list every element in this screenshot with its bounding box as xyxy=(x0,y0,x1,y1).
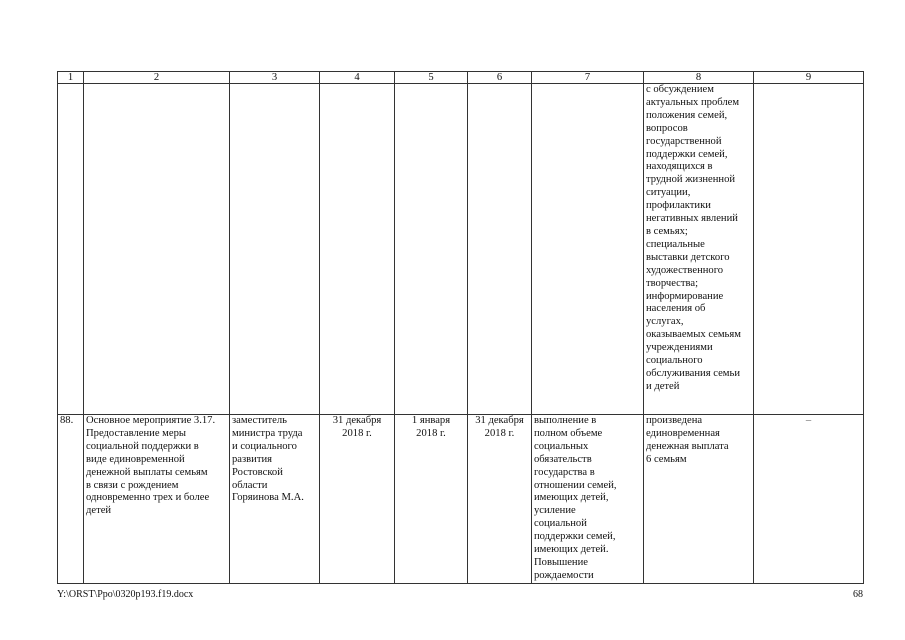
continued-cell-3 xyxy=(230,84,320,415)
end-date: 31 декабря 2018 г. xyxy=(468,415,532,584)
actual-result: произведена единовременная денежная выплата 6 семьям xyxy=(644,415,754,584)
activity-name: Основное мероприятие 3.17. Предоставление меры социальной поддержки в виде единовременной денежной выплаты семьям в связи с рождением одновременно трех и более детей xyxy=(84,415,230,584)
header-cell-6: 6 xyxy=(468,72,532,84)
activities-table xyxy=(57,71,864,584)
notes-dash: – xyxy=(754,415,864,584)
header-cell-7: 7 xyxy=(532,72,644,84)
continued-cell-9 xyxy=(754,84,864,415)
start-date: 1 января 2018 г. xyxy=(395,415,468,584)
continued-cell-7 xyxy=(532,84,644,415)
continued-cell-5 xyxy=(395,84,468,415)
header-cell-2: 2 xyxy=(84,72,230,84)
continued-cell-2 xyxy=(84,84,230,415)
responsible-person: заместитель министра труда и социального развития Ростовской области Горяинова М.А. xyxy=(230,415,320,584)
footer-file-path: Y:\ORST\Ppo\0320p193.f19.docx xyxy=(57,589,194,600)
continued-cell-1 xyxy=(58,84,84,415)
continued-row xyxy=(58,84,864,415)
continued-cell-6 xyxy=(468,84,532,415)
continued-actual-result: с обсуждением актуальных проблем положения семей, вопросов государственной поддержки семей, находящихся в трудной жизненной ситуации, профилактики негативных явлений в семьях; специальные выставки детского художественного творчества; информирование населения об услугах, оказываемых семьям учреждениями социального обслуживания семьи и детей xyxy=(644,84,754,415)
header-row xyxy=(58,72,864,84)
row-number: 88. xyxy=(58,415,84,584)
plan-date: 31 декабря 2018 г. xyxy=(320,415,395,584)
header-cell-1: 1 xyxy=(58,72,84,84)
header-cell-5: 5 xyxy=(395,72,468,84)
table-row-88 xyxy=(58,415,864,584)
footer-page-number: 68 xyxy=(853,589,863,600)
header-cell-8: 8 xyxy=(644,72,754,84)
header-cell-9: 9 xyxy=(754,72,864,84)
continued-cell-4 xyxy=(320,84,395,415)
header-cell-3: 3 xyxy=(230,72,320,84)
expected-result: выполнение в полном объеме социальных обязательств государства в отношении семей, имеющих детей, усиление социальной поддержки семей, имеющих детей. Повышение рождаемости xyxy=(532,415,644,584)
header-cell-4: 4 xyxy=(320,72,395,84)
